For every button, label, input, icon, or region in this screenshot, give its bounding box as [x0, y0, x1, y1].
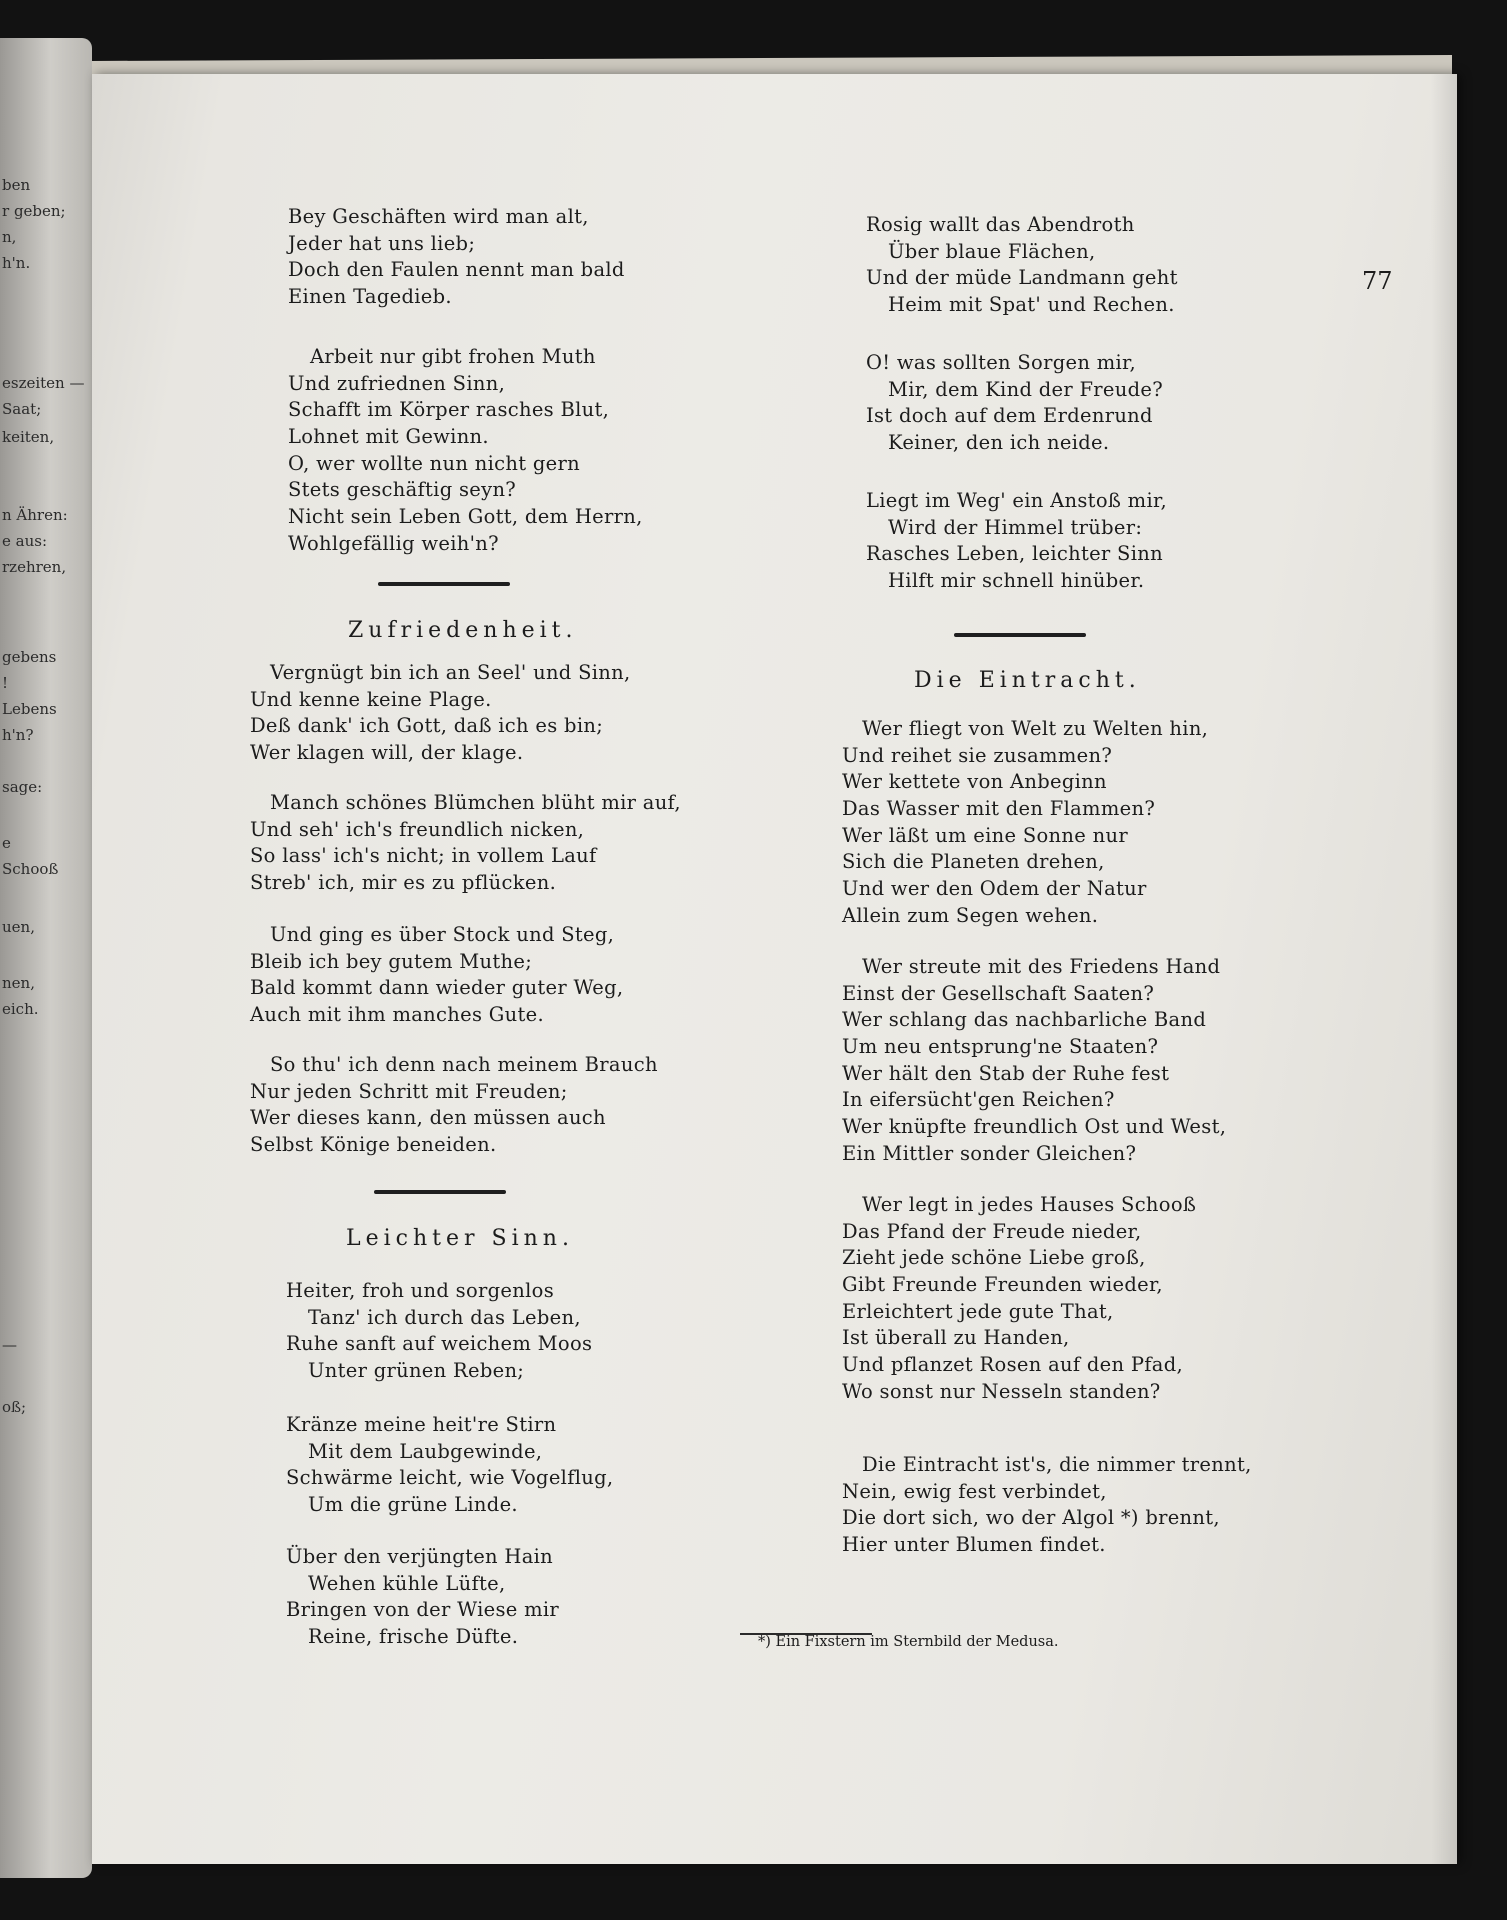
fragment-text: e aus:	[2, 532, 47, 550]
verse-line: Stets geschäftig seyn?	[288, 478, 517, 502]
verse-line: Wer läßt um eine Sonne nur	[842, 823, 1128, 847]
poem-stanza	[866, 488, 1167, 595]
poem-stanza	[866, 212, 1178, 319]
fragment-text: Lebens	[2, 700, 57, 718]
verse-line: O, wer wollte nun nicht gern	[288, 451, 580, 475]
verse-line: Und kenne keine Plage.	[250, 687, 492, 711]
verse-line: Selbst Könige beneiden.	[250, 1133, 497, 1157]
poem-stanza	[250, 922, 623, 1029]
verse-line: Jeder hat uns lieb;	[288, 231, 476, 255]
verse-line: Ruhe sanft auf weichem Moos	[286, 1332, 593, 1356]
verse-line: Rasches Leben, leichter Sinn	[866, 542, 1163, 566]
verse-line: Über blaue Flächen,	[888, 239, 1096, 263]
verse-line: Auch mit ihm manches Gute.	[250, 1003, 544, 1027]
verse-line: Um neu entsprung'ne Staaten?	[842, 1035, 1159, 1059]
verse-line: Vergnügt bin ich an Seel' und Sinn,	[270, 661, 631, 684]
verse-line: Wer streute mit des Friedens Hand	[862, 955, 1221, 978]
fragment-text: Saat;	[2, 400, 42, 418]
fragment-text: r geben;	[2, 202, 66, 220]
fragment-text: —	[2, 1336, 17, 1354]
verse-line: Wer fliegt von Welt zu Welten hin,	[862, 717, 1209, 740]
section-rule	[374, 1190, 506, 1194]
verse-line: Hilft mir schnell hinüber.	[888, 569, 1145, 593]
verse-line: So thu' ich denn nach meinem Brauch	[270, 1053, 658, 1076]
verse-line: So lass' ich's nicht; in vollem Lauf	[250, 844, 597, 868]
verse-line: Wird der Himmel trüber:	[888, 515, 1143, 539]
poem-stanza	[286, 1278, 592, 1385]
book-page	[92, 74, 1457, 1864]
verse-line: O! was sollten Sorgen mir,	[866, 351, 1137, 374]
fragment-text: h'n?	[2, 726, 34, 744]
verse-line: Und pflanzet Rosen auf den Pfad,	[842, 1353, 1183, 1377]
verse-line: Erleichtert jede gute That,	[842, 1299, 1114, 1323]
verse-line: Schafft im Körper rasches Blut,	[288, 398, 610, 422]
verse-line: Bald kommt dann wieder guter Weg,	[250, 976, 624, 1000]
verse-line: Und reihet sie zusammen?	[842, 743, 1113, 767]
verse-line: Rosig wallt das Abendroth	[866, 213, 1135, 236]
verse-line: Heiter, froh und sorgenlos	[286, 1279, 555, 1302]
fragment-text: gebens	[2, 648, 57, 666]
verse-line: Arbeit nur gibt frohen Muth	[310, 345, 596, 368]
verse-line: Nur jeden Schritt mit Freuden;	[250, 1079, 568, 1103]
fragment-text: sage:	[2, 778, 43, 796]
verse-line: Streb' ich, mir es zu pflücken.	[250, 871, 557, 895]
fragment-text: n Ähren:	[2, 506, 68, 524]
verse-line: Wer knüpfte freundlich Ost und West,	[842, 1115, 1227, 1139]
verse-line: Heim mit Spat' und Rechen.	[888, 293, 1175, 317]
verse-line: Wer schlang das nachbarliche Band	[842, 1008, 1207, 1032]
verse-line: Wer hält den Stab der Ruhe fest	[842, 1061, 1170, 1085]
verse-line: Wohlgefällig weih'n?	[288, 531, 499, 555]
fragment-text: eich.	[2, 1000, 39, 1018]
verse-line: Deß dank' ich Gott, daß ich es bin;	[250, 714, 604, 738]
verse-line: Hier unter Blumen findet.	[842, 1533, 1106, 1557]
section-rule	[378, 582, 510, 586]
verse-line: Sich die Planeten drehen,	[842, 850, 1105, 874]
fragment-text: e	[2, 834, 11, 852]
verse-line: Und zufriednen Sinn,	[288, 371, 506, 395]
verse-line: Nein, ewig fest verbindet,	[842, 1479, 1107, 1503]
poem-stanza	[842, 1192, 1196, 1406]
fragment-text: !	[2, 674, 9, 692]
previous-page-edge	[0, 38, 92, 1878]
verse-line: Manch schönes Blümchen blüht mir auf,	[270, 791, 681, 814]
verse-line: Bey Geschäften wird man alt,	[288, 205, 589, 228]
poem-stanza	[286, 1412, 613, 1519]
verse-line: Und ging es über Stock und Steg,	[270, 923, 615, 946]
footnote: *) Ein Fixstern im Sternbild der Medusa.	[758, 1634, 1059, 1650]
verse-line: Reine, frische Düfte.	[308, 1625, 519, 1649]
verse-line: Einen Tagedieb.	[288, 285, 452, 309]
verse-line: Mir, dem Kind der Freude?	[888, 377, 1164, 401]
verse-line: Wer legt in jedes Hauses Schooß	[862, 1193, 1197, 1216]
poem-stanza	[250, 660, 631, 767]
verse-line: Die Eintracht ist's, die nimmer trennt,	[862, 1453, 1252, 1476]
verse-line: Allein zum Segen wehen.	[842, 903, 1099, 927]
verse-line: Ist doch auf dem Erdenrund	[866, 404, 1153, 428]
verse-line: Wehen kühle Lüfte,	[308, 1571, 506, 1595]
poem-stanza	[288, 344, 643, 558]
verse-line: Unter grünen Reben;	[308, 1359, 525, 1383]
fragment-text: ben	[2, 176, 31, 194]
verse-line: Wer dieses kann, den müssen auch	[250, 1106, 606, 1130]
section-rule	[954, 633, 1086, 637]
fragment-text: Schooß	[2, 860, 59, 878]
poem-stanza	[842, 954, 1226, 1168]
verse-line: Über den verjüngten Hain	[286, 1545, 554, 1568]
verse-line: Bringen von der Wiese mir	[286, 1598, 560, 1622]
verse-line: Das Pfand der Freude nieder,	[842, 1219, 1142, 1243]
verse-line: Einst der Gesellschaft Saaten?	[842, 981, 1155, 1005]
fragment-text: keiten,	[2, 428, 55, 446]
verse-line: Und der müde Landmann geht	[866, 266, 1178, 290]
fragment-text: nen,	[2, 974, 35, 992]
poem-stanza	[842, 1452, 1252, 1559]
poem-stanza	[842, 716, 1208, 930]
poem-title: Die Eintracht.	[914, 668, 1141, 693]
poem-title: Zufriedenheit.	[348, 618, 578, 643]
verse-line: Ist überall zu Handen,	[842, 1326, 1070, 1350]
fragment-text: n,	[2, 228, 17, 246]
verse-line: Gibt Freunde Freunden wieder,	[842, 1273, 1163, 1297]
poem-title: Leichter Sinn.	[346, 1226, 574, 1251]
fragment-text: h'n.	[2, 254, 31, 272]
poem-stanza	[866, 350, 1163, 457]
verse-line: Um die grüne Linde.	[308, 1493, 518, 1517]
verse-line: Kränze meine heit're Stirn	[286, 1413, 557, 1436]
verse-line: Schwärme leicht, wie Vogelflug,	[286, 1466, 614, 1490]
verse-line: Tanz' ich durch das Leben,	[308, 1305, 581, 1329]
verse-line: Liegt im Weg' ein Anstoß mir,	[866, 489, 1167, 512]
verse-line: Wer klagen will, der klage.	[250, 741, 524, 765]
verse-line: Zieht jede schöne Liebe groß,	[842, 1246, 1146, 1270]
verse-line: Keiner, den ich neide.	[888, 431, 1110, 455]
verse-line: Die dort sich, wo der Algol *) brennt,	[842, 1506, 1220, 1530]
poem-stanza	[250, 790, 681, 897]
page-number: 77	[1362, 267, 1393, 295]
verse-line: Wer kettete von Anbeginn	[842, 770, 1107, 794]
verse-line: Wo sonst nur Nesseln standen?	[842, 1379, 1161, 1403]
poem-stanza	[250, 1052, 658, 1159]
verse-line: Lohnet mit Gewinn.	[288, 425, 489, 449]
verse-line: Das Wasser mit den Flammen?	[842, 797, 1156, 821]
fragment-text: rzehren,	[2, 558, 67, 576]
verse-line: Und seh' ich's freundlich nicken,	[250, 817, 585, 841]
verse-line: In eifersücht'gen Reichen?	[842, 1088, 1115, 1112]
verse-line: Bleib ich bey gutem Muthe;	[250, 949, 533, 973]
verse-line: Doch den Faulen nennt man bald	[288, 258, 625, 282]
verse-line: Ein Mittler sonder Gleichen?	[842, 1141, 1137, 1165]
verse-line: Mit dem Laubgewinde,	[308, 1439, 543, 1463]
poem-stanza	[288, 204, 625, 311]
verse-line: Und wer den Odem der Natur	[842, 877, 1147, 901]
fragment-text: eszeiten —	[2, 374, 85, 392]
fragment-text: uen,	[2, 918, 35, 936]
fragment-text: oß;	[2, 1398, 27, 1416]
verse-line: Nicht sein Leben Gott, dem Herrn,	[288, 505, 643, 529]
poem-stanza	[286, 1544, 559, 1651]
